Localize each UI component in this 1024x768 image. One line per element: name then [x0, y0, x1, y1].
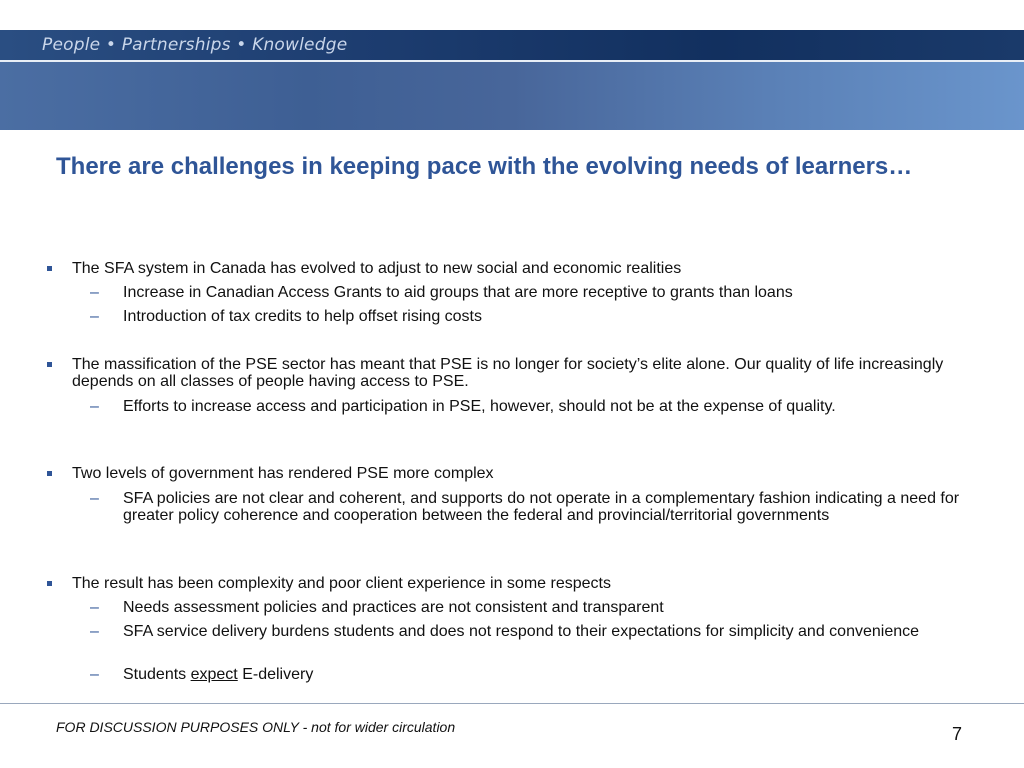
footer-disclaimer: FOR DISCUSSION PURPOSES ONLY - not for wider circulation — [56, 719, 456, 735]
header-tagline-strip — [0, 30, 1024, 60]
bullet-2: The massification of the PSE sector has meant that PSE is no longer for society’s elite alone. Our quality of life increasingly depends on all classes of people having access to PSE. — [72, 356, 972, 390]
header-banner — [0, 30, 1024, 130]
bullet-4-sub-2: – SFA service delivery burdens students and does not respond to their expectations for simplicity and convenience — [123, 623, 973, 640]
footer-divider — [0, 703, 1024, 704]
bullet-1-sub-2: – Introduction of tax credits to help offset rising costs — [123, 308, 973, 325]
bullet-4: The result has been complexity and poor client experience in some respects — [72, 575, 972, 592]
bullet-3: Two levels of government has rendered PSE more complex — [72, 465, 972, 482]
page-number: 7 — [952, 724, 963, 744]
header-gradient-band — [0, 62, 1024, 130]
sub-3-suffix: E-delivery — [237, 666, 314, 683]
header-tagline: People • Partnerships • Knowledge — [42, 35, 348, 55]
bullet-1-sub-1: – Increase in Canadian Access Grants to aid groups that are more receptive to grants than loans — [123, 284, 973, 301]
sub-3-prefix: Students — [123, 666, 191, 683]
bullet-3-sub-1: – SFA policies are not clear and coherent, and supports do not operate in a complementary fashion indicating a need for greater policy coherence and cooperation between the federal and provincial/territorial governments — [123, 490, 973, 524]
bullet-4-sub-1: – Needs assessment policies and practices are not consistent and transparent — [123, 599, 973, 616]
emphasis-expect: expect — [190, 666, 238, 683]
bullet-1: The SFA system in Canada has evolved to adjust to new social and economic realities — [72, 260, 972, 277]
bullet-4-sub-3 — [123, 666, 973, 683]
bullet-2-sub-1: – Efforts to increase access and participation in PSE, however, should not be at the expense of quality. — [123, 398, 973, 415]
slide-title: There are challenges in keeping pace with the evolving needs of learners… — [56, 153, 913, 180]
